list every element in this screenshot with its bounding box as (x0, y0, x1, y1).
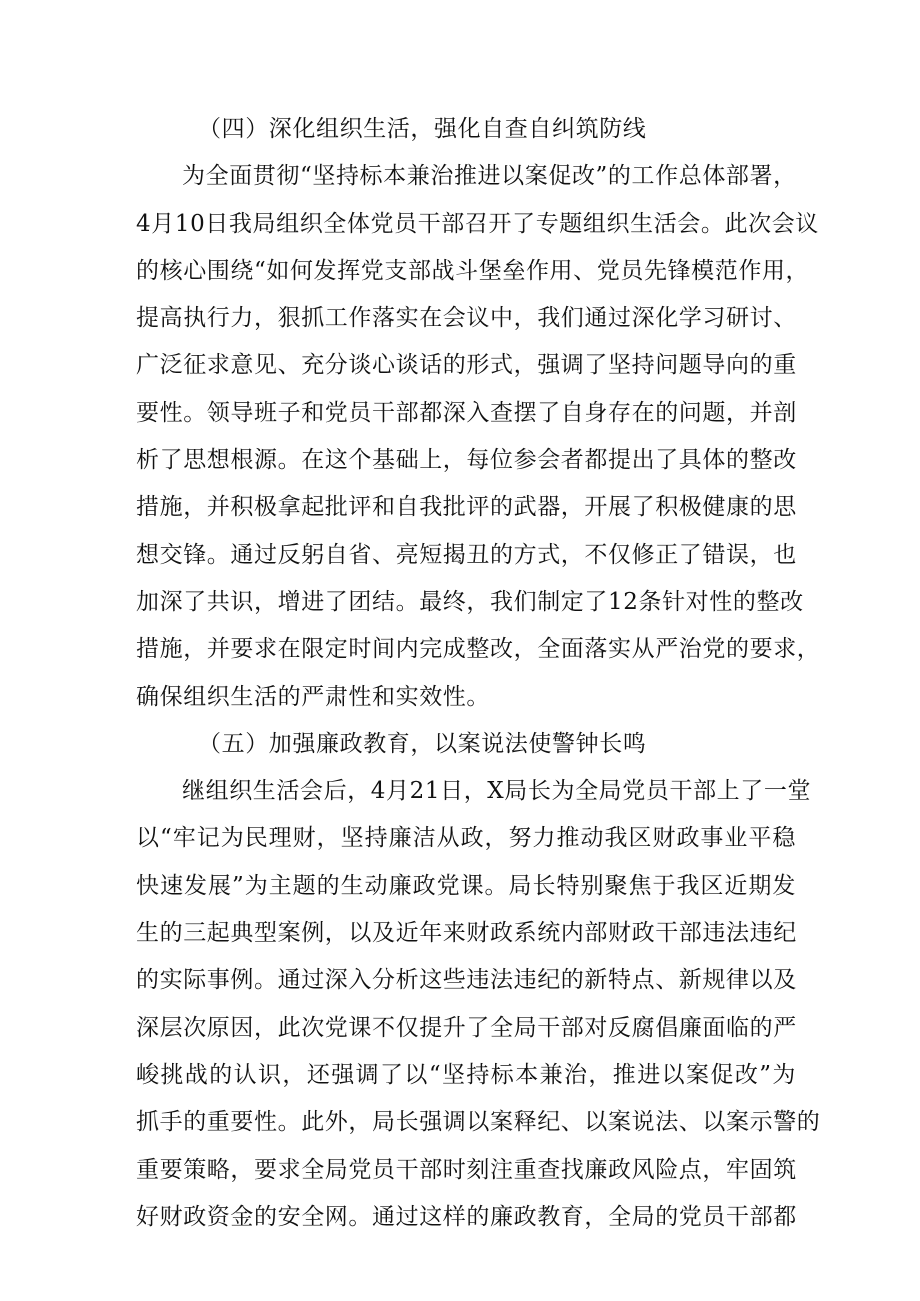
paragraph-line: 提高执行力，狠抓工作落实在会议中，我们通过深化学习研讨、 (136, 305, 797, 332)
paragraph-line: 的核心围绕“如何发挥党支部战斗堡垒作用、党员先锋模范作用， (136, 257, 810, 284)
document-page (136, 106, 821, 1241)
paragraph-line: 要性。领导班子和党员干部都深入查摆了自身存在的问题，并剖 (136, 399, 797, 426)
paragraph-line: 广泛征求意见、充分谈心谈话的形式，强调了坚持问题导向的重 (136, 352, 797, 379)
paragraph-line: 的实际事例。通过深入分析这些违法违纪的新特点、新规律以及 (136, 967, 797, 994)
paragraph-line: 4月10日我局组织全体党员干部召开了专题组织生活会。此次会议 (136, 210, 819, 237)
paragraph-line: 好财政资金的安全网。通过这样的廉政教育，全局的党员干部都 (136, 1203, 797, 1230)
paragraph-line: 继组织生活会后，4月21日，X局长为全局党员干部上了一堂 (182, 778, 812, 805)
section-heading-4: （四）深化组织生活，强化自查自纠筑防线 (198, 116, 647, 142)
paragraph-line: 深层次原因，此次党课不仅提升了全局干部对反腐倡廉面临的严 (136, 1014, 797, 1041)
paragraph-line: 析了思想根源。在这个基础上，每位参会者都提出了具体的整改 (136, 447, 797, 474)
paragraph-line: 以“牢记为民理财，坚持廉洁从政，努力推动我区财政事业平稳 (136, 825, 796, 852)
paragraph-line: 措施，并积极拿起批评和自我批评的武器，开展了积极健康的思 (136, 494, 797, 521)
paragraph-line: 措施，并要求在限定时间内完成整改，全面落实从严治党的要求， (136, 636, 821, 663)
paragraph-line: 为全面贯彻“坚持标本兼治推进以案促改”的工作总体部署， (182, 163, 797, 190)
paragraph-line: 抓手的重要性。此外，局长强调以案释纪、以案说法、以案示警的 (136, 1109, 821, 1136)
paragraph-line: 快速发展”为主题的生动廉政党课。局长特别聚焦于我区近期发 (136, 872, 796, 899)
section-heading-5: （五）加强廉政教育，以案说法使警钟长鸣 (198, 730, 647, 757)
paragraph-line: 重要策略，要求全局党员干部时刻注重查找廉政风险点，牢固筑 (136, 1156, 797, 1183)
paragraph-line-last: 确保组织生活的严肃性和实效性。 (136, 683, 490, 710)
paragraph-line: 生的三起典型案例，以及近年来财政系统内部财政干部违法违纪 (136, 920, 797, 947)
paragraph-line: 峻挑战的认识，还强调了以“坚持标本兼治，推进以案促改”为 (136, 1061, 796, 1088)
paragraph-line: 加深了共识，增进了团结。最终，我们制定了12条针对性的整改 (136, 588, 804, 615)
paragraph-line: 想交锋。通过反躬自省、亮短揭丑的方式，不仅修正了错误，也 (136, 541, 797, 568)
